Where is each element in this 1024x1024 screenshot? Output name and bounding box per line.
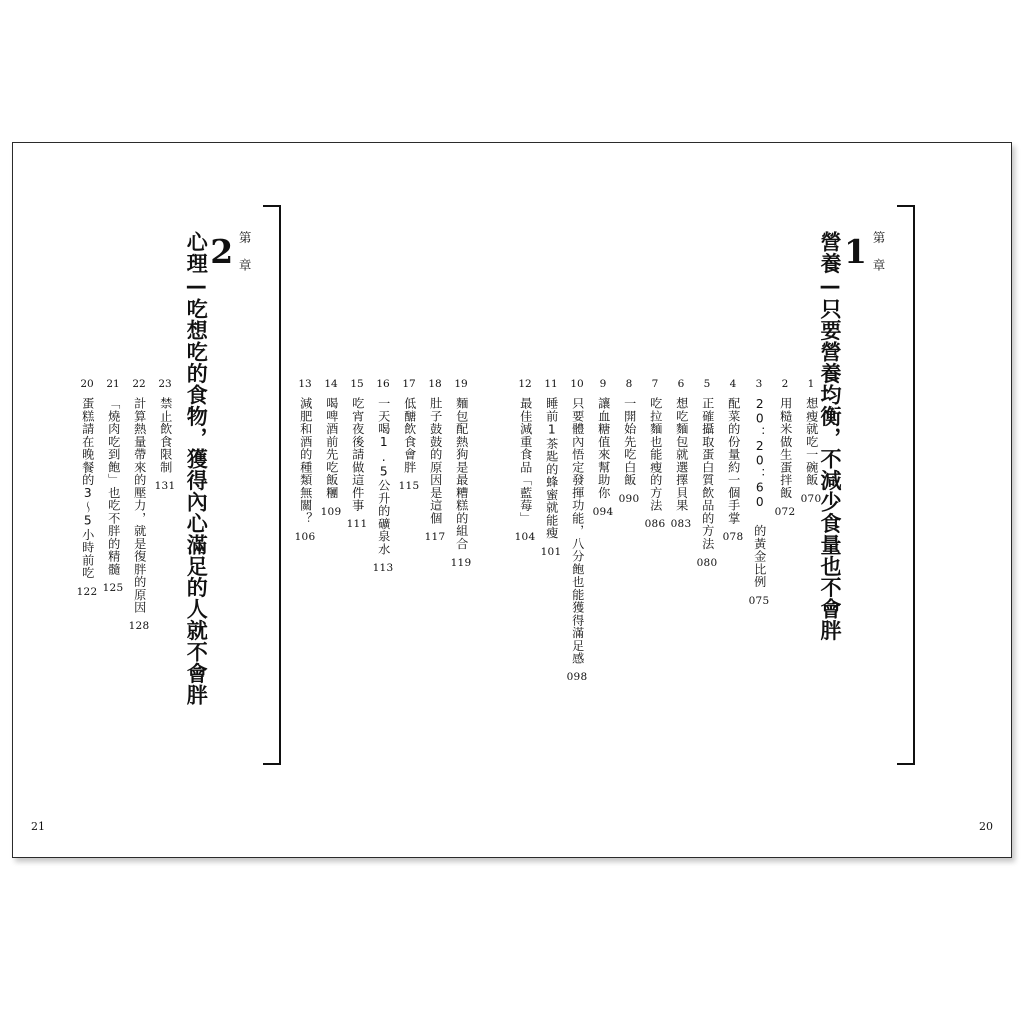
- toc-entry[interactable]: [801, 379, 821, 505]
- toc-entry-title: 20：20：60 的黃金比例: [752, 396, 767, 588]
- toc-entry-number: 15: [350, 378, 364, 390]
- toc-entry-page: 131: [154, 480, 176, 492]
- toc-entry-page: 117: [424, 531, 446, 543]
- toc-entry-title: 讓血糖值來幫助你: [596, 396, 611, 499]
- toc-entry-title: 只要體內悟定發揮功能，八分飽也能獲得滿足感: [570, 396, 585, 665]
- toc-entry-title: 禁止飲食限制: [158, 396, 173, 473]
- chapter-title-left: 心理—吃想吃的食物，獲得內心滿足的人就不會胖: [184, 231, 209, 706]
- book-page-spread: [12, 142, 1012, 858]
- toc-entry-number: 11: [544, 378, 558, 390]
- toc-entry[interactable]: [775, 379, 795, 518]
- toc-entry-number: 13: [298, 378, 312, 390]
- folio-right-page: 20: [979, 820, 993, 833]
- chapter-label-left: 第 章: [237, 231, 253, 273]
- toc-entry-page: 078: [722, 531, 744, 543]
- toc-entry-title: 最佳減重食品「藍莓」: [518, 396, 533, 524]
- toc-entry-page: 070: [800, 492, 822, 505]
- toc-entry[interactable]: [321, 379, 341, 518]
- toc-entry[interactable]: [619, 379, 639, 505]
- toc-entry-title: 蛋糕請在晚餐的3～5小時前吃: [80, 396, 95, 579]
- toc-entry-number: 22: [132, 378, 146, 390]
- toc-entry-number: 9: [599, 378, 607, 390]
- toc-entry-title: 計算熱量帶來的壓力，就是復胖的原因: [132, 396, 147, 614]
- toc-entry[interactable]: [567, 379, 587, 684]
- toc-entry[interactable]: [749, 379, 769, 607]
- toc-entry-number: 14: [324, 378, 338, 390]
- toc-entry-title: 吃拉麵也能瘦的方法: [648, 396, 663, 512]
- folio-left-page: 21: [31, 820, 45, 833]
- chapter-bracket-left: [257, 205, 287, 765]
- toc-entry-title: 用糙米做生蛋拌飯: [778, 396, 793, 499]
- toc-entry-number: 4: [729, 378, 737, 390]
- toc-list-right: [509, 379, 821, 684]
- toc-entry[interactable]: [295, 379, 315, 544]
- toc-entry-title: 想吃麵包就選擇貝果: [674, 396, 689, 512]
- toc-entry-page: 098: [566, 671, 588, 684]
- toc-entry[interactable]: [593, 379, 613, 518]
- toc-entry[interactable]: [373, 379, 393, 574]
- toc-entry-title: 麵包配熱狗是最糟糕的組合: [454, 396, 469, 550]
- toc-entry-page: 122: [76, 585, 98, 598]
- toc-entry[interactable]: [451, 379, 471, 569]
- toc-entry[interactable]: [155, 379, 175, 493]
- toc-entry-number: 8: [625, 378, 633, 390]
- toc-entry[interactable]: [671, 379, 691, 531]
- toc-entry-title: 吃宵夜後請做這件事: [350, 396, 365, 512]
- toc-entry-number: 5: [703, 378, 711, 390]
- toc-entry-page: 090: [618, 492, 640, 505]
- toc-entry-page: 086: [644, 518, 666, 531]
- toc-entry-number: 12: [518, 378, 532, 390]
- chapter-number-left: 2: [210, 232, 234, 271]
- toc-entry-page: 111: [346, 518, 368, 531]
- toc-entry-title: 想瘦就吃一碗飯: [804, 396, 819, 486]
- toc-entry-number: 6: [677, 378, 685, 390]
- toc-entry[interactable]: [425, 379, 445, 544]
- toc-entry-number: 10: [570, 378, 584, 390]
- toc-entry-page: 128: [128, 620, 150, 633]
- toc-entry-title: 正確攝取蛋白質飲品的方法: [700, 396, 715, 550]
- toc-entry[interactable]: [77, 379, 97, 598]
- toc-entry[interactable]: [129, 379, 149, 633]
- toc-entry-number: 2: [781, 378, 789, 390]
- toc-entry-number: 18: [428, 378, 442, 390]
- chapter-heading-right: [817, 205, 923, 765]
- toc-entry[interactable]: [103, 379, 123, 595]
- toc-entry-number: 17: [402, 378, 416, 390]
- toc-entry-title: 「燒肉吃到飽」也吃不胖的精髓: [106, 396, 121, 575]
- toc-entry-number: 23: [158, 378, 172, 390]
- chapter-label-right: 第 章: [871, 231, 886, 273]
- toc-entry-title: 睡前1茶匙的蜂蜜就能瘦: [544, 396, 559, 539]
- toc-entry-page: 109: [320, 505, 342, 518]
- toc-entry-number: 1: [807, 378, 815, 390]
- toc-entry-page: 106: [294, 531, 316, 543]
- toc-entry-page: 125: [102, 582, 124, 594]
- chapter-heading-left: [183, 205, 289, 765]
- toc-entry-page: 094: [592, 505, 614, 518]
- toc-entry-page: 083: [670, 518, 692, 531]
- toc-entry[interactable]: [541, 379, 561, 558]
- toc-entry-title: 肚子鼓鼓的原因是這個: [428, 396, 443, 524]
- toc-entry[interactable]: [723, 379, 743, 544]
- toc-entry-page: 075: [748, 594, 770, 607]
- toc-entry-number: 19: [454, 378, 468, 390]
- toc-entry-page: 104: [514, 531, 536, 543]
- chapter-number-right: 1: [844, 232, 867, 271]
- toc-list-left-secondary: [289, 379, 471, 574]
- toc-entry-page: 072: [774, 505, 796, 518]
- toc-entry-page: 115: [398, 480, 420, 492]
- chapter-bracket-right: [891, 205, 921, 765]
- toc-entry-number: 7: [651, 378, 659, 390]
- toc-entry-page: 119: [450, 556, 472, 569]
- toc-entry-title: 配菜的份量約一個手掌: [726, 396, 741, 524]
- toc-entry-number: 3: [755, 378, 763, 390]
- toc-entry[interactable]: [645, 379, 665, 531]
- toc-list-left: [71, 379, 175, 633]
- toc-entry-page: 101: [540, 545, 562, 558]
- toc-entry[interactable]: [347, 379, 367, 531]
- toc-entry-page: 113: [372, 561, 394, 574]
- toc-entry[interactable]: [515, 379, 535, 544]
- toc-entry-number: 20: [80, 378, 94, 390]
- chapter-title-right: 營養—只要營養均衡，不減少食量也不會胖: [818, 231, 843, 641]
- toc-entry-title: 一開始先吃白飯: [622, 396, 637, 486]
- toc-entry-page: 080: [696, 556, 718, 569]
- toc-entry-title: 減肥和酒的種類無關？: [298, 396, 313, 524]
- toc-entry-number: 21: [106, 378, 120, 390]
- toc-entry-title: 喝啤酒前先吃飯糰: [324, 396, 339, 499]
- toc-entry[interactable]: [697, 379, 717, 569]
- toc-entry-title: 低醣飲食會胖: [402, 396, 417, 473]
- toc-entry[interactable]: [399, 379, 419, 493]
- toc-entry-title: 一天喝1.5公升的礦泉水: [376, 396, 391, 555]
- toc-entry-number: 16: [376, 378, 390, 390]
